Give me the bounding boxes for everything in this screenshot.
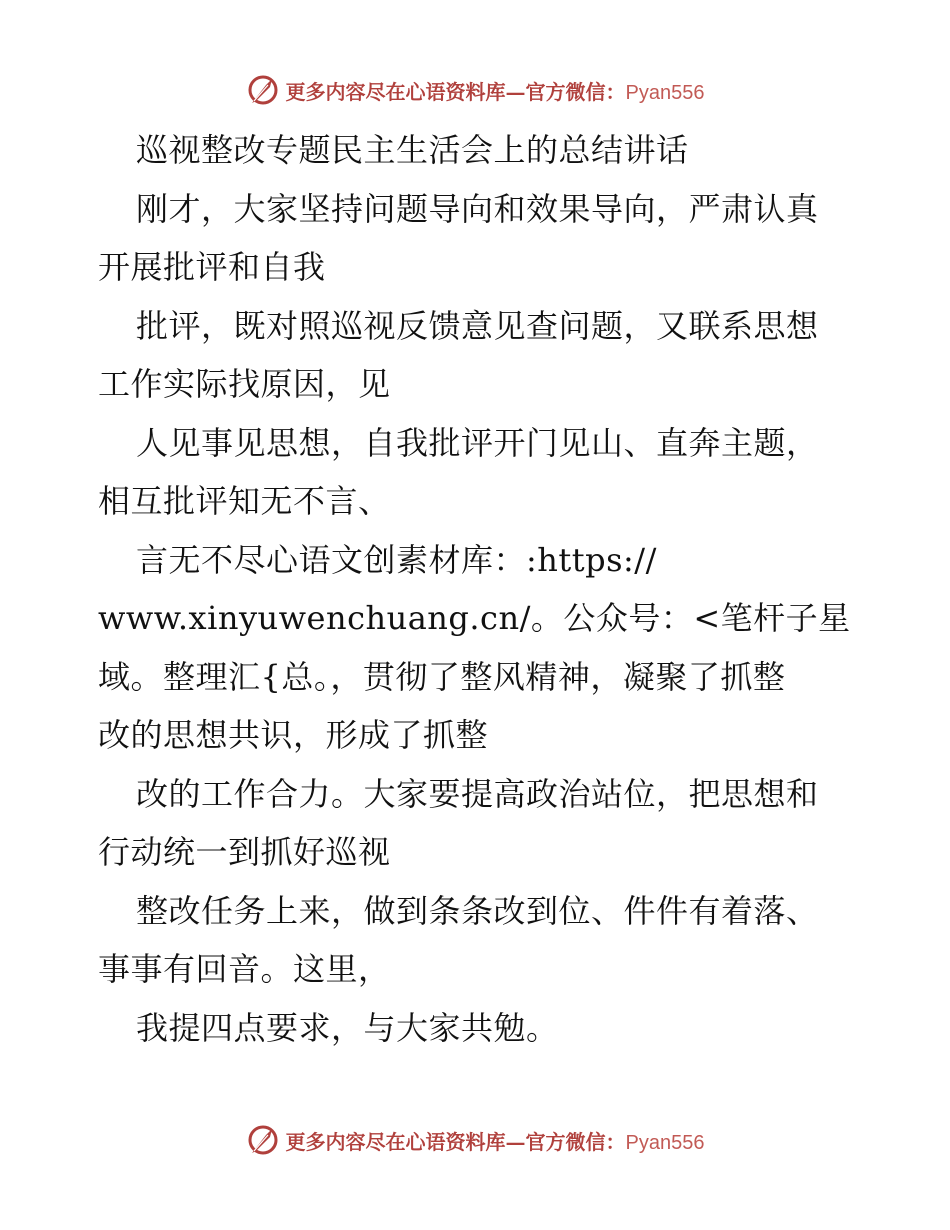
paragraph-line: 人见事见思想，自我批评开门见山、直奔主题，	[136, 423, 819, 462]
paragraph-line: 开展批评和自我	[98, 248, 326, 286]
header-wechat-id: Pyan556	[625, 81, 705, 104]
paragraph-line: 整改任务上来，做到条条改到位、件件有着落、	[136, 891, 819, 930]
paragraph-line: 相互批评知无不言、	[98, 482, 391, 520]
paragraph-line: 事事有回音。这里，	[98, 950, 391, 988]
paragraph-line: 改的工作合力。大家要提高政治站位，把思想和	[136, 774, 819, 813]
paragraph-line: 刚才，大家坚持问题导向和效果导向，严肃认真	[136, 189, 819, 228]
paragraph-line: 言无不尽心语文创素材库：:https://	[136, 540, 657, 579]
quill-pen-circle-icon	[246, 1123, 280, 1157]
paragraph-line: 工作实际找原因，见	[98, 365, 391, 403]
document-title: 巡视整改专题民主生活会上的总结讲话	[136, 131, 689, 169]
footer-wechat-id: Pyan556	[625, 1131, 705, 1154]
paragraph-line: 域。整理汇{总。，贯彻了整风精神，凝聚了抓整	[98, 657, 786, 696]
paragraph-line: 批评，既对照巡视反馈意见查问题，又联系思想	[136, 306, 819, 345]
header-banner-text: 更多内容尽在心语资料库—官方微信：Pyan556	[285, 79, 705, 104]
paragraph-line: 我提四点要求，与大家共勉。	[136, 1008, 559, 1047]
header-banner	[0, 70, 950, 110]
footer-banner-text: 更多内容尽在心语资料库—官方微信：Pyan556	[285, 1129, 705, 1154]
paragraph-line: www.xinyuwenchuang.cn/。公众号：<笔杆子星	[98, 599, 851, 637]
paragraph-line: 行动统一到抓好巡视	[98, 833, 391, 871]
quill-pen-circle-icon	[246, 73, 280, 107]
paragraph-line: 改的思想共识，形成了抓整	[98, 716, 489, 754]
document-body	[98, 121, 858, 1057]
footer-banner	[0, 1120, 950, 1160]
